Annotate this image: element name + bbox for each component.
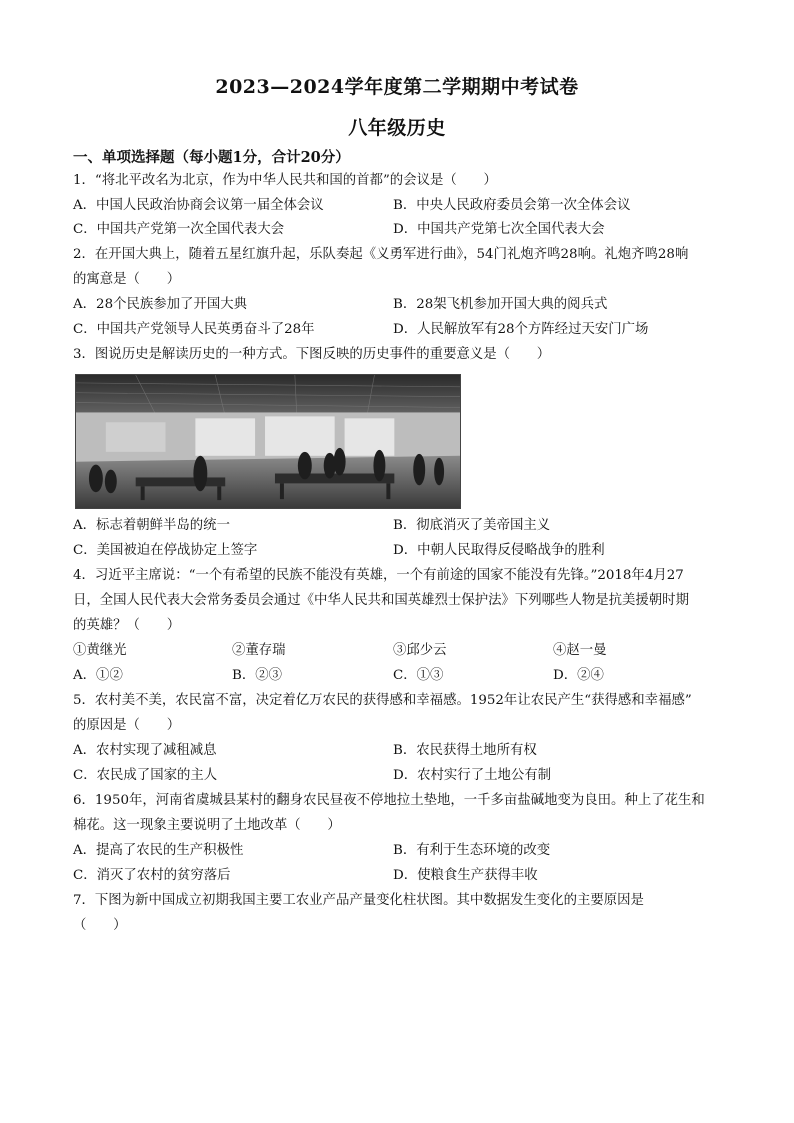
question-6-stem-line1: 6．1950年，河南省虞城县某村的翻身农民昼夜不停地拉土垫地，一千多亩盐碱地变为良田。种上了花生和 bbox=[73, 793, 705, 808]
question-3-stem: 3．图说历史是解读历史的一种方式。下图反映的历史事件的重要意义是（ ） bbox=[73, 347, 551, 362]
q4-option-b: B．②③ bbox=[232, 668, 283, 683]
q4-item-2: ②董存瑞 bbox=[232, 643, 286, 658]
q2-option-c: C．中国共产党领导人民英勇奋斗了28年 bbox=[73, 322, 315, 337]
question-7-stem-line1: 7．下图为新中国成立初期我国主要工农业产品产量变化柱状图。其中数据发生变化的主要原因是 bbox=[73, 893, 644, 908]
q3-option-c: C．美国被迫在停战协定上签字 bbox=[73, 543, 258, 558]
q6-option-b: B．有利于生态环境的改变 bbox=[393, 843, 551, 858]
question-2-stem-line1: 2．在开国大典上，随着五星红旗升起，乐队奏起《义勇军进行曲》，54门礼炮齐鸣28响。礼炮齐鸣28响 bbox=[73, 247, 689, 262]
question-1-stem: 1．“将北平改名为北京，作为中华人民共和国的首都”的会议是（ ） bbox=[73, 173, 497, 188]
q3-option-a: A．标志着朝鲜半岛的统一 bbox=[73, 518, 230, 533]
q4-item-3: ③邱少云 bbox=[393, 643, 447, 658]
q2-option-a: A．28个民族参加了开国大典 bbox=[73, 297, 248, 312]
q4-option-c: C．①③ bbox=[393, 668, 444, 683]
q4-item-4: ④赵一曼 bbox=[553, 643, 607, 658]
q3-option-b: B．彻底消灭了美帝国主义 bbox=[393, 518, 551, 533]
question-7-stem-line2: （ ） bbox=[73, 918, 127, 933]
q2-option-b: B．28架飞机参加开国大典的阅兵式 bbox=[393, 297, 608, 312]
question-6-stem-line2: 棉花。这一现象主要说明了土地改革（ ） bbox=[73, 818, 341, 833]
q5-option-b: B．农民获得土地所有权 bbox=[393, 743, 537, 758]
question-2-stem-line2: 的寓意是（ ） bbox=[73, 272, 181, 287]
q1-option-c: C．中国共产党第一次全国代表大会 bbox=[73, 222, 285, 237]
q4-option-d: D．②④ bbox=[553, 668, 604, 683]
q6-option-c: C．消灭了农村的贫穷落后 bbox=[73, 868, 231, 883]
q1-option-a: A．中国人民政治协商会议第一届全体会议 bbox=[73, 198, 324, 213]
q5-option-d: D．农村实行了土地公有制 bbox=[393, 768, 552, 783]
q5-option-c: C．农民成了国家的主人 bbox=[73, 768, 218, 783]
question-4-stem-line2: 日，全国人民代表大会常务委员会通过《中华人民共和国英雄烈士保护法》下列哪些人物是抗美援朝时期 bbox=[73, 593, 689, 608]
exam-subtitle: 八年级历史 bbox=[348, 117, 446, 139]
q4-item-1: ①黄继光 bbox=[73, 643, 127, 658]
question-4-stem-line1: 4．习近平主席说：“一个有希望的民族不能没有英雄，一个有前途的国家不能没有先锋。”2018年4月27 bbox=[73, 568, 684, 583]
q6-option-a: A．提高了农民的生产积极性 bbox=[73, 843, 244, 858]
question-5-stem-line2: 的原因是（ ） bbox=[73, 718, 181, 733]
q4-option-a: A．①② bbox=[73, 668, 123, 683]
q6-option-d: D．使粮食生产获得丰收 bbox=[393, 868, 538, 883]
section-heading: 一、单项选择题（每小题1分，合计20分） bbox=[73, 149, 350, 166]
question-5-stem-line1: 5．农村美不美，农民富不富，决定着亿万农民的获得感和幸福感。1952年让农民产生“获得感和幸福感” bbox=[73, 693, 692, 708]
armistice-signing-photo bbox=[75, 374, 461, 509]
q3-option-d: D．中朝人民取得反侵略战争的胜利 bbox=[393, 543, 605, 558]
q5-option-a: A．农村实现了减租减息 bbox=[73, 743, 217, 758]
question-4-stem-line3: 的英雄？（ ） bbox=[73, 618, 181, 633]
exam-title: 2023—2024学年度第二学期期中考试卷 bbox=[215, 76, 579, 98]
q1-option-d: D．中国共产党第七次全国代表大会 bbox=[393, 222, 605, 237]
q2-option-d: D．人民解放军有28个方阵经过天安门广场 bbox=[393, 322, 649, 337]
q1-option-b: B．中央人民政府委员会第一次全体会议 bbox=[393, 198, 631, 213]
